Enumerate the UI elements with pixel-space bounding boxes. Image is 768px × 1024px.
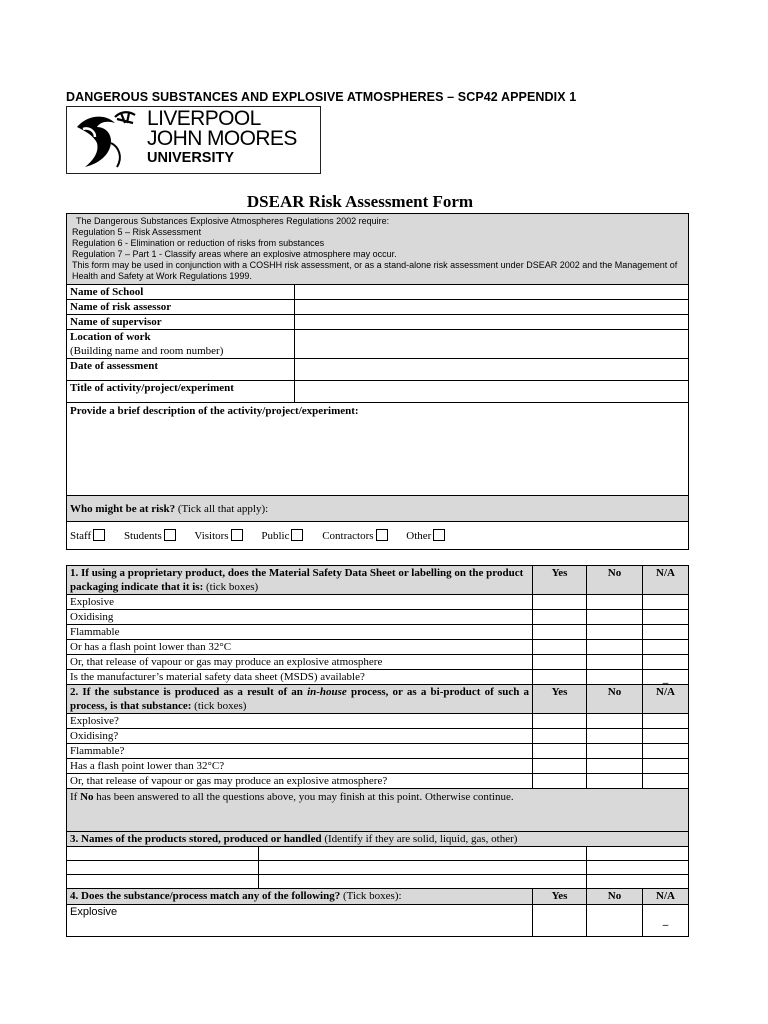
q2-row: Or, that release of vapour or gas may produce an explosive atmosphere? [67,774,533,789]
q1-row: Oxidising [67,610,533,625]
q2-row: Flammable? [67,744,533,759]
no-cell[interactable] [587,670,643,685]
supervisor-field[interactable] [295,315,689,330]
col-yes: Yes [533,889,587,905]
q3-heading [67,832,689,847]
product-cell[interactable] [259,875,587,889]
product-cell[interactable] [259,861,587,875]
q1-heading [67,566,533,595]
q4-text: 4. Does the substance/process match any of the following? [70,890,341,902]
risk-option-visitors[interactable] [194,530,250,542]
form-title: DSEAR Risk Assessment Form [246,192,474,211]
school-field[interactable] [295,285,689,300]
intro-line: Regulation 6 - Elimination or reduction of risks from substances [72,238,325,248]
university-logo [66,106,321,174]
no-cell[interactable] [587,774,643,789]
location-label [67,330,295,359]
risk-option-contractors[interactable] [322,530,395,542]
assessor-field[interactable] [295,300,689,315]
na-cell[interactable] [643,759,689,774]
checkbox[interactable] [231,529,243,541]
risk-label: Who might be at risk? [70,502,176,515]
school-label: Name of School [67,285,295,300]
note-no: No [80,791,94,803]
no-cell[interactable] [587,905,643,937]
q2-row: Explosive? [67,714,533,729]
liver-bird-icon [71,109,141,171]
no-cell[interactable] [587,759,643,774]
risk-label-row [67,496,689,522]
intro-line: Regulation 7 – Part 1 - Classify areas where an explosive atmosphere may occur. [72,249,397,259]
description-field[interactable] [67,403,689,496]
no-cell[interactable] [587,729,643,744]
location-field[interactable] [295,330,689,359]
yes-cell[interactable] [533,655,587,670]
product-cell[interactable] [587,847,689,861]
na-cell[interactable] [643,774,689,789]
risk-option-students[interactable] [124,530,184,542]
no-cell[interactable] [587,744,643,759]
na-cell[interactable] [643,595,689,610]
q1-row: Or, that release of vapour or gas may produce an explosive atmosphere [67,655,533,670]
na-cell[interactable] [643,729,689,744]
na-cell[interactable] [643,655,689,670]
na-cell[interactable] [643,744,689,759]
yes-cell[interactable] [533,744,587,759]
note-pre: If [70,791,81,803]
checkbox[interactable] [376,529,388,541]
no-cell[interactable] [587,625,643,640]
product-cell[interactable] [587,861,689,875]
no-cell[interactable] [587,640,643,655]
date-field[interactable] [295,359,689,381]
q3-text: 3. Names of the products stored, produced or handled [70,833,322,845]
risk-options [67,522,689,550]
details-table [66,213,689,550]
q4-heading [67,889,533,905]
product-cell[interactable] [67,861,259,875]
q1-text: 1. If using a proprietary product, does the Material Safety Data Sheet or labelling on the product packaging indicate that it is: [70,567,524,593]
na-cell[interactable] [643,625,689,640]
risk-option-label: Contractors [322,529,374,542]
col-na: N/A [643,685,689,714]
supervisor-label: Name of supervisor [67,315,295,330]
na-cell[interactable] [643,714,689,729]
risk-option-staff[interactable] [70,530,113,542]
no-cell[interactable] [587,610,643,625]
q1-row: Is the manufacturer’s material safety data sheet (MSDS) available? [67,670,533,685]
q2-text-italic: in-house [307,686,347,698]
product-cell[interactable] [259,847,587,861]
na-mark[interactable]: _ [643,670,689,685]
yes-cell[interactable] [533,595,587,610]
intro-line: The Dangerous Substances Explosive Atmospheres Regulations 2002 require: [76,216,390,226]
q4-row: Explosive [67,905,533,937]
intro-line: Regulation 5 – Risk Assessment [72,227,202,237]
product-cell[interactable] [67,875,259,889]
location-subtitle: (Building name and room number) [70,345,224,357]
q4-hint: (Tick boxes): [340,890,402,902]
col-yes: Yes [533,566,587,595]
q3-hint: (Identify if they are solid, liquid, gas, other) [321,833,518,845]
na-cell[interactable] [643,610,689,625]
yes-cell[interactable] [533,774,587,789]
checkbox[interactable] [164,529,176,541]
q2-text-b: process, or as a bi-product of such a process, is that substance: [70,686,530,712]
activity-title-label: Title of activity/project/experiment [67,381,295,403]
yes-cell[interactable] [533,729,587,744]
questions-table [66,565,689,937]
regulations-intro [67,214,689,285]
yes-cell[interactable] [533,625,587,640]
col-yes: Yes [533,685,587,714]
logo-line-3: UNIVERSITY [147,150,235,166]
continue-note [67,789,689,832]
document-header: DANGEROUS SUBSTANCES AND EXPLOSIVE ATMOSPHERES – SCP42 APPENDIX 1 [66,90,577,104]
q2-row: Has a flash point lower than 32°C? [67,759,533,774]
yes-cell[interactable] [533,640,587,655]
q2-text-a: 2. If the substance is produced as a result of an [70,686,308,698]
risk-option-label: Other [406,529,432,542]
note-post: has been answered to all the questions above, you may finish at this point. Otherwise continue. [93,791,514,803]
yes-cell[interactable] [533,610,587,625]
checkbox[interactable] [291,529,303,541]
risk-option-label: Staff [70,529,92,542]
checkbox[interactable] [93,529,105,541]
col-no: No [587,889,643,905]
date-label: Date of assessment [67,359,295,381]
q1-hint: (tick boxes) [203,581,259,593]
risk-option-label: Visitors [194,529,229,542]
risk-option-label: Students [123,529,162,542]
q2-heading [67,685,533,714]
intro-line: This form may be used in conjunction with a COSHH risk assessment, or as a stand-alone risk assessment under DSEAR 2002 and the Management of Health and Safety at Work Regulations 1999. [72,260,678,281]
activity-title-field[interactable] [295,381,689,403]
risk-option-other[interactable] [406,530,453,542]
col-no: No [587,685,643,714]
logo-line-1: LIVERPOOL [147,107,261,130]
product-cell[interactable] [67,847,259,861]
risk-hint: (Tick all that apply): [175,502,269,515]
yes-cell[interactable] [533,905,587,937]
no-cell[interactable] [587,655,643,670]
q1-row: Or has a flash point lower than 32°C [67,640,533,655]
yes-cell[interactable] [533,714,587,729]
q2-row: Oxidising? [67,729,533,744]
assessor-label: Name of risk assessor [67,300,295,315]
checkbox[interactable] [433,529,445,541]
col-no: No [587,566,643,595]
product-cell[interactable] [587,875,689,889]
q1-row: Flammable [67,625,533,640]
logo-line-2: JOHN MOORES [147,127,297,150]
yes-cell[interactable] [533,759,587,774]
q2-hint: (tick boxes) [191,700,247,712]
col-na: N/A [643,566,689,595]
risk-option-label: Public [261,529,290,542]
na-cell[interactable] [643,640,689,655]
q1-row: Explosive [67,595,533,610]
no-cell[interactable] [587,595,643,610]
location-title: Location of work [70,331,151,343]
na-mark[interactable]: _ [643,905,689,937]
no-cell[interactable] [587,714,643,729]
risk-option-public[interactable] [261,530,311,542]
description-label: Provide a brief description of the activity/project/experiment: [70,405,359,417]
yes-cell[interactable] [533,670,587,685]
col-na: N/A [643,889,689,905]
